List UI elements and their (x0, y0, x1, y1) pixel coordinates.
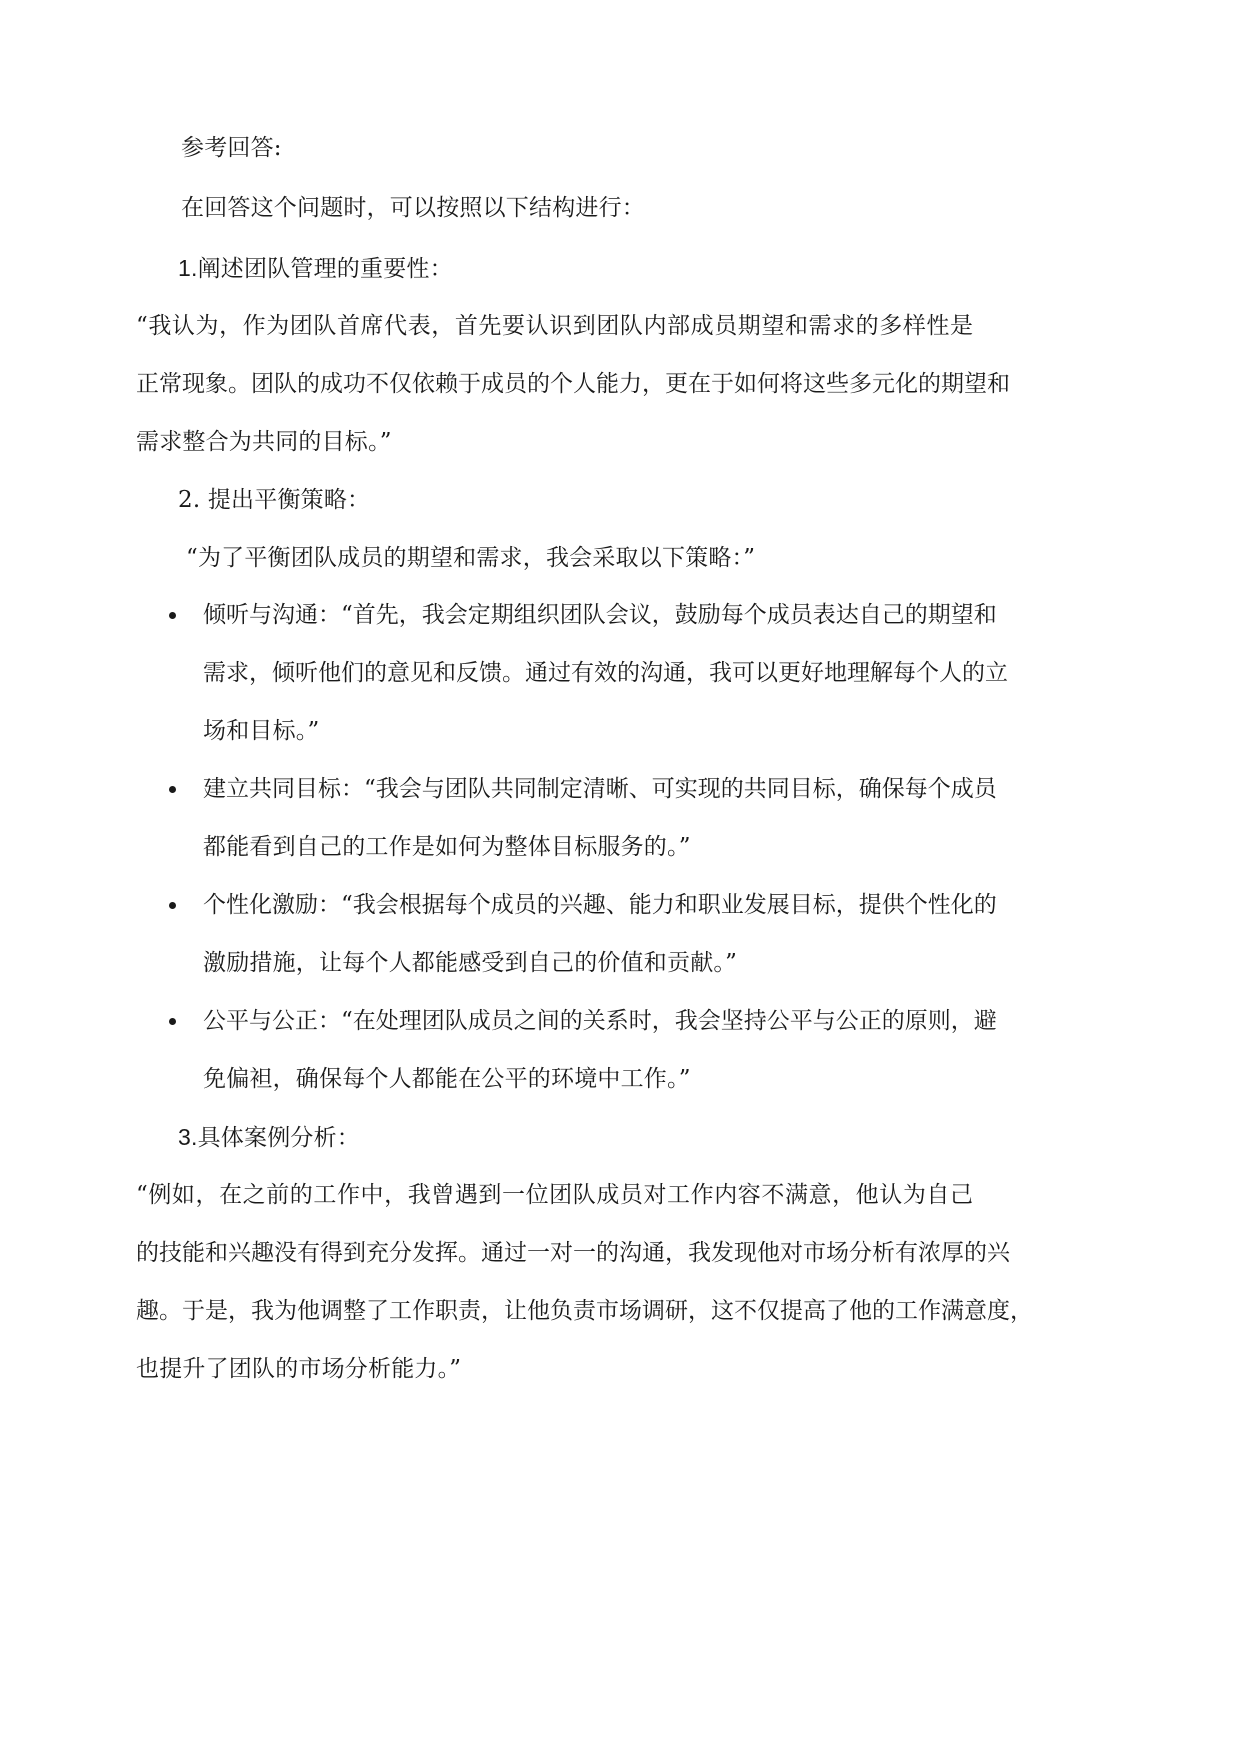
intro-text: 在回答这个问题时，可以按照以下结构进行： (181, 195, 645, 221)
section-1-para-line: 正常现象。团队的成功不仅依赖于成员的个人能力，更在于如何将这些多元化的期望和 (136, 371, 1010, 397)
bullet-icon (169, 786, 176, 793)
bullet-3-line: 激励措施，让每个人都能感受到自己的价值和贡献。” (203, 950, 738, 976)
section-3-title-text: 具体案例分析： (197, 1125, 360, 1151)
section-3-para-line: 趣。于是，我为他调整了工作职责，让他负责市场调研，这不仅提高了他的工作满意度， (136, 1298, 1033, 1324)
bullet-1-line: 倾听与沟通：“首先，我会定期组织团队会议，鼓励每个成员表达自己的期望和 (203, 602, 997, 628)
section-1-number: 1. (178, 255, 198, 281)
bullet-icon (169, 1018, 176, 1025)
section-2-title: 2. 提出平衡策略： (178, 487, 371, 513)
bullet-2-line: 都能看到自己的工作是如何为整体目标服务的。” (203, 834, 691, 860)
bullet-1-line: 需求，倾听他们的意见和反馈。通过有效的沟通，我可以更好地理解每个人的立 (203, 660, 1008, 686)
bullet-icon (169, 902, 176, 909)
section-2-lead: “为了平衡团队成员的期望和需求，我会采取以下策略：” (186, 545, 756, 571)
section-1-para-line: 需求整合为共同的目标。” (136, 429, 392, 455)
section-3-para-line: 也提升了团队的市场分析能力。” (136, 1356, 462, 1382)
bullet-4-line: 免偏袒，确保每个人都能在公平的环境中工作。” (203, 1066, 691, 1092)
bullet-1-line: 场和目标。” (203, 718, 320, 744)
section-1-para-line: “我认为，作为团队首席代表，首先要认识到团队内部成员期望和需求的多样性是 (136, 313, 973, 339)
section-3-title (178, 1122, 360, 1153)
answer-heading: 参考回答: (181, 135, 282, 161)
bullet-2-line: 建立共同目标：“我会与团队共同制定清晰、可实现的共同目标，确保每个成员 (203, 776, 997, 802)
bullet-4-line: 公平与公正：“在处理团队成员之间的关系时，我会坚持公平与公正的原则，避 (203, 1008, 997, 1034)
section-3-para-line: “例如，在之前的工作中，我曾遇到一位团队成员对工作内容不满意，他认为自己 (136, 1182, 973, 1208)
section-1-title-text: 阐述团队管理的重要性： (197, 256, 453, 282)
bullet-icon (169, 612, 176, 619)
bullet-3-line: 个性化激励：“我会根据每个成员的兴趣、能力和职业发展目标，提供个性化的 (203, 892, 997, 918)
section-3-para-line: 的技能和兴趣没有得到充分发挥。通过一对一的沟通，我发现他对市场分析有浓厚的兴 (136, 1240, 1010, 1266)
section-1-title (178, 253, 453, 284)
section-3-number: 3. (178, 1124, 198, 1150)
